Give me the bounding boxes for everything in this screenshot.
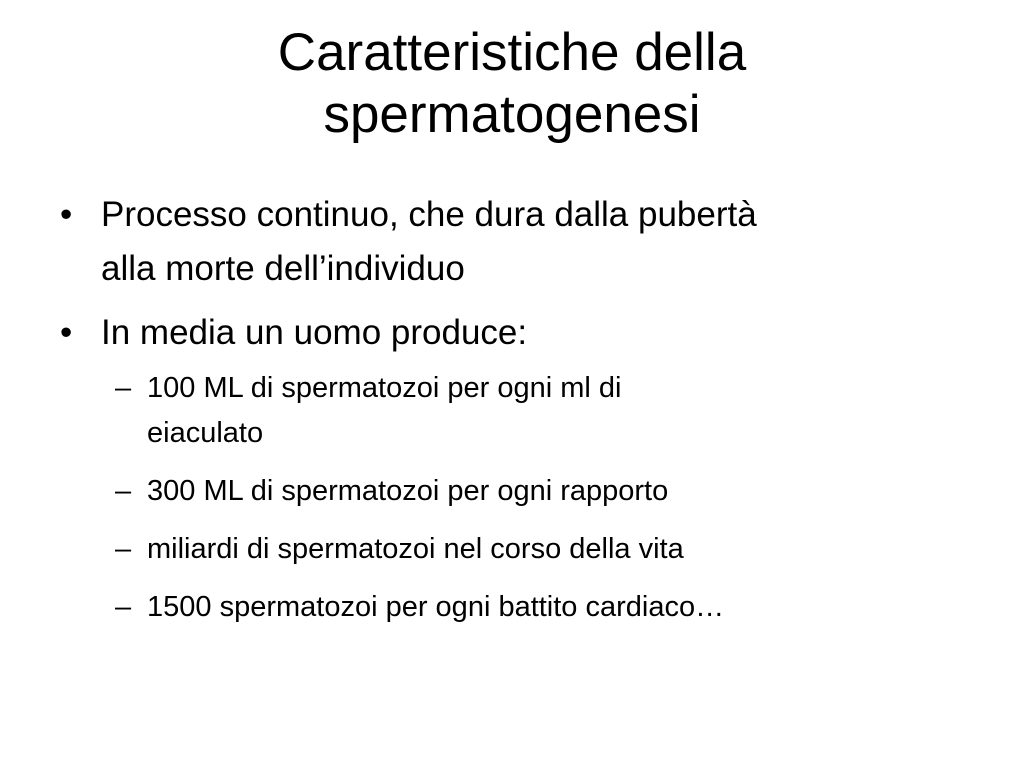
bullet-item bbox=[60, 188, 980, 296]
sub-bullet-item bbox=[60, 527, 980, 572]
bullet-marker: • bbox=[60, 313, 73, 352]
sub-bullet-marker: – bbox=[115, 372, 132, 404]
sub-bullet-marker: – bbox=[115, 533, 132, 565]
sub-bullet-marker: – bbox=[115, 591, 132, 623]
sub-bullet-item bbox=[60, 469, 980, 514]
slide-body bbox=[60, 188, 980, 643]
bullet-item bbox=[60, 306, 980, 360]
title-line-1: Caratteristiche della bbox=[277, 23, 747, 82]
sub-bullet-text-line-1: 100 ML di spermatozoi per ogni ml di bbox=[147, 372, 622, 404]
bullet-text-line-2: alla morte dell’individuo bbox=[101, 249, 465, 288]
sub-bullet-text: 300 ML di spermatozoi per ogni rapporto bbox=[147, 475, 669, 507]
sub-bullet-text: 1500 spermatozoi per ogni battito cardiaco… bbox=[147, 591, 725, 623]
sub-bullet-list bbox=[60, 366, 980, 630]
sub-bullet-item bbox=[60, 366, 980, 456]
sub-bullet-text-line-2: eiaculato bbox=[147, 417, 264, 449]
bullet-text: In media un uomo produce: bbox=[101, 313, 528, 352]
bullet-marker: • bbox=[60, 195, 73, 234]
bullet-text-line-1: Processo continuo, che dura dalla pubertà bbox=[101, 195, 757, 234]
sub-bullet-marker: – bbox=[115, 475, 132, 507]
sub-bullet-item bbox=[60, 585, 980, 630]
sub-bullet-text: miliardi di spermatozoi nel corso della vita bbox=[147, 533, 684, 565]
title-line-2: spermatogenesi bbox=[323, 85, 701, 144]
slide-title bbox=[0, 22, 1024, 146]
